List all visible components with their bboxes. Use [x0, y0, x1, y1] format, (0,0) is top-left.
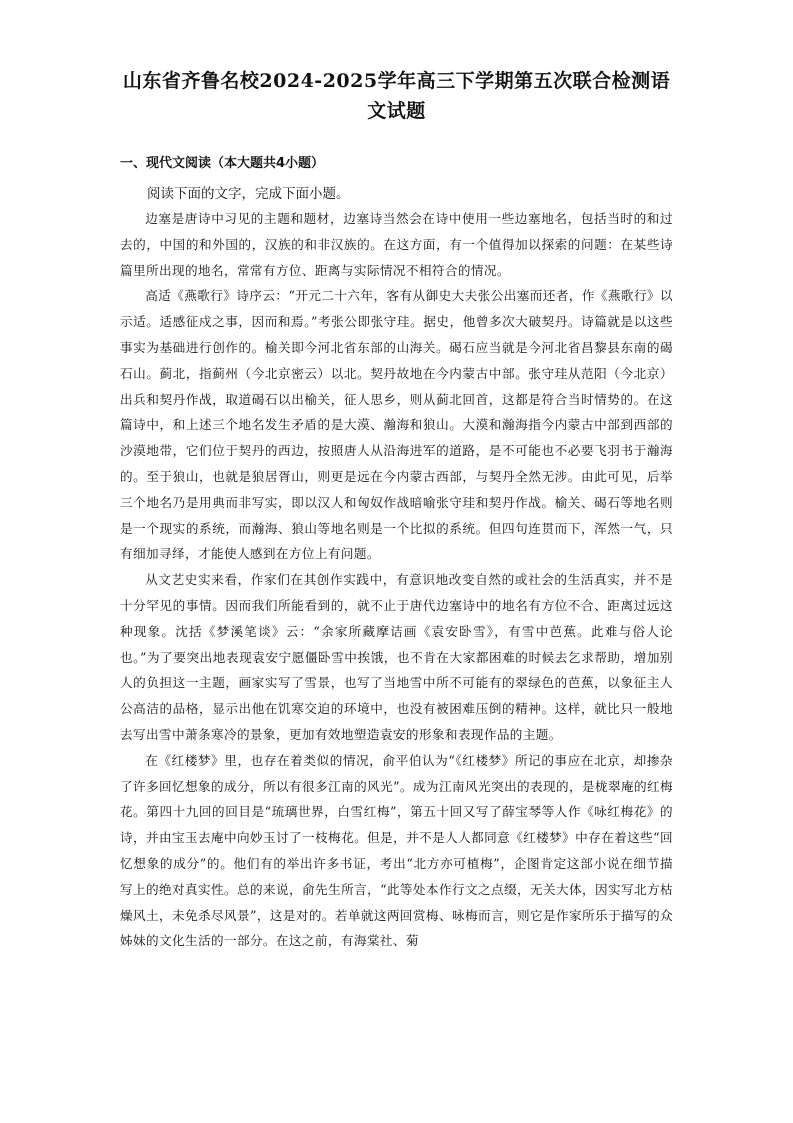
passage-paragraph-1: 边塞是唐诗中习见的主题和题材，边塞诗当然会在诗中使用一些边塞地名，包括当时的和过去的，中国的和外国的，汉族的和非汉族的。在这方面，有一个值得加以探索的问题：在某些诗篇里所出现的地名，常常有方位、距离与实际情况不相符合的情况。 [120, 211, 673, 278]
document-title: 山东省齐鲁名校2024-2025学年高三下学期第五次联合检测语文试题 [122, 70, 671, 122]
reading-instruction: 阅读下面的文字，完成下面小题。 [147, 186, 350, 202]
passage-paragraph-4: 在《红楼梦》里，也存在着类似的情况，俞平伯认为“《红楼梦》所记的事应在北京，却掺杂了许多回忆想象的成分，所以有很多江南的风光”。成为江南风光突出的表现的，是栊翠庵的红梅花。第四十九回的回目是“琉璃世界，白雪红梅”，第五十回又写了薛宝琴等人作《咏红梅花》的诗，并由宝玉去庵中向妙玉讨了一枝梅花。但是，并不是人人都同意《红楼梦》中存在着这些“回忆想象的成分”的。他们有的举出许多书证，考出“北方亦可植梅”，企图肯定这部小说在细节描写上的绝对真实性。总的来说，俞先生所言，“此等处本作行文之点缀，无关大体，因实写北方枯燥风土，未免杀尽风景”，这是对的。若单就这两回赏梅、咏梅而言，则它是作家所乐于描写的众姊妹的文化生活的一部分。在这之前，有海棠社、菊 [120, 752, 673, 949]
passage-paragraph-2: 高适《燕歌行》诗序云：“开元二十六年，客有从御史大夫张公出塞而还者，作《燕歌行》以示适。适感征戍之事，因而和焉。”考张公即张守珪。据史，他曾多次大破契丹。诗篇就是以这些事实为基础进行创作的。榆关即今河北省东部的山海关。碣石应当就是今河北省昌黎县东南的碣石山。蓟北，指蓟州（今北京密云）以北。契丹故地在今内蒙古中部。张守珪从范阳（今北京）出兵和契丹作战，取道碣石以出榆关，征人思乡，则从蓟北回首，这都是符合当时情势的。在这篇诗中，和上述三个地名发生矛盾的是大漠、瀚海和狼山。大漠和瀚海指今内蒙古中部到西部的沙漠地带，它们位于契丹的西边，按照唐人从沿海进军的道路，是不可能也不必要飞羽书于瀚海的。至于狼山，也就是狼居胥山，则更是远在今内蒙古西部，与契丹全然无涉。由此可见，后举三个地名乃是用典而非写实，即以汉人和匈奴作战暗喻张守珪和契丹作战。榆关、碣石等地名则是一个现实的系统，而瀚海、狼山等地名则是一个比拟的系统。但四句连贯而下，浑然一气，只有细加寻绎，才能使人感到在方位上有问题。 [120, 288, 673, 562]
section-heading: 一、现代文阅读（本大题共4小题） [120, 156, 325, 171]
passage-paragraph-3: 从文艺史实来看，作家们在其创作实践中，有意识地改变自然的或社会的生活真实，并不是十分罕见的事情。因而我们所能看到的，就不止于唐代边塞诗中的地名有方位不合、距离过远这种现象。沈括《梦溪笔谈》云：“余家所藏摩诘画《袁安卧雪》，有雪中芭蕉。此难与俗人论也。”为了要突出地表现袁安宁愿僵卧雪中挨饿，也不肯在大家都困难的时候去乞求帮助，增加别人的负担这一主题，画家实写了雪景，也写了当地雪中所不可能有的翠绿色的芭蕉，以象征主人公高洁的品格，显示出他在饥寒交迫的环境中，也没有被困难压倒的精神。这样，就比只一般地去写出雪中萧条寒冷的景象，更加有效地塑造袁安的形象和表现作品的主题。 [120, 572, 673, 742]
